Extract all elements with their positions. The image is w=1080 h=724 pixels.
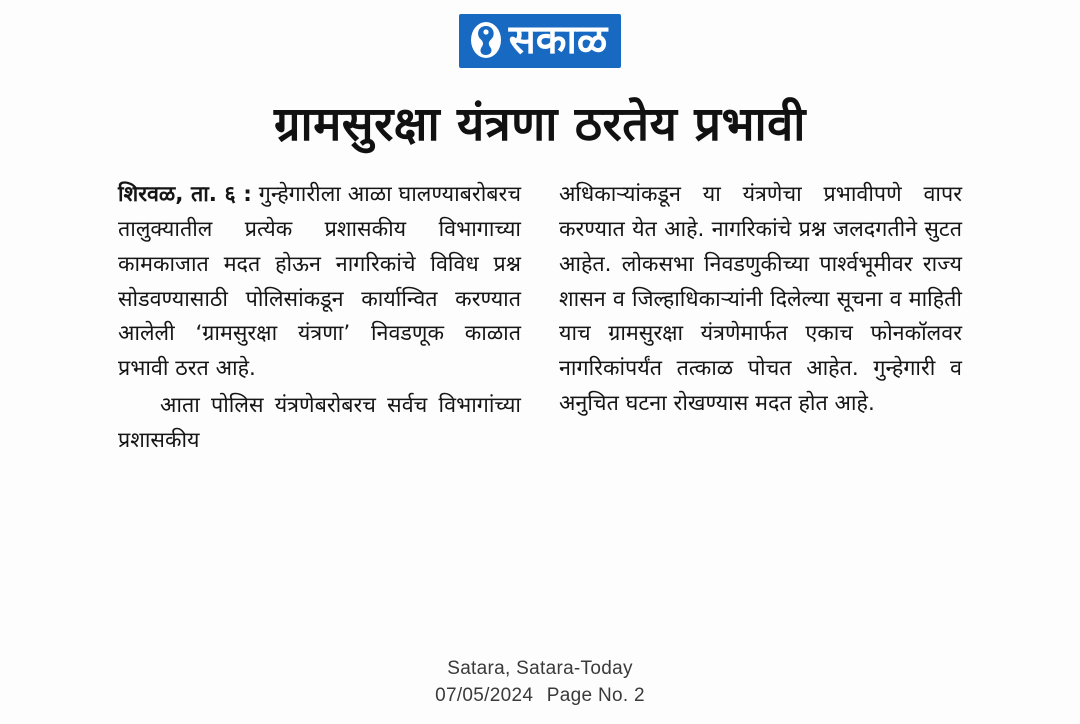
clipping-footer: [0, 655, 1080, 710]
sakal-logo-text: सकाळ: [508, 17, 608, 63]
paragraph: आता पोलिस यंत्रणेबरोबरच सर्वच विभागांच्या प्रशासकीय: [118, 393, 521, 453]
article-column-right: [559, 178, 962, 461]
article-headline: ग्रामसुरक्षा यंत्रणा ठरतेय प्रभावी: [274, 97, 806, 152]
sakal-emblem-icon: [469, 20, 503, 60]
dateline: शिरवळ, ता. ६ :: [118, 182, 252, 208]
sakal-logo: [459, 14, 622, 68]
article-column-left: [118, 178, 521, 461]
paragraph-text: गुन्हेगारीला आळा घालण्याबरोबरच तालुक्यातील प्रत्येक प्रशासकीय विभागाच्या कामकाजात मदत होऊन नागरिकांचे विविध प्रश्न सोडवण्यासाठी पोलिसांकडून कार्यान्वित करण्यात आलेली ‘ग्रामसुरक्षा यंत्रणा’ निवडणूक काळात प्रभावी ठरत आहे.: [118, 182, 521, 382]
article-body: [118, 178, 962, 461]
footer-page-number: Page No. 2: [546, 685, 645, 707]
paragraph: अधिकाऱ्यांकडून या यंत्रणेचा प्रभावीपणे वापर करण्यात येत आहे. नागरिकांचे प्रश्न जलदगतीने सुटत आहेत. लोकसभा निवडणुकीच्या पार्श्वभूमीवर राज्य शासन व जिल्हाधिकाऱ्यांनी दिलेल्या सूचना व माहिती याच ग्रामसुरक्षा यंत्रणेमार्फत एकाच फोनकॉलवर नागरिकांपर्यंत तत्काळ पोचत आहेत. गुन्हेगारी व अनुचित घटना रोखण्यास मदत होत आहे.: [559, 182, 962, 417]
paragraph: [118, 178, 521, 387]
footer-location: Satara, Satara-Today: [447, 657, 633, 679]
masthead: [0, 0, 1080, 72]
footer-date: 07/05/2024: [435, 685, 534, 707]
